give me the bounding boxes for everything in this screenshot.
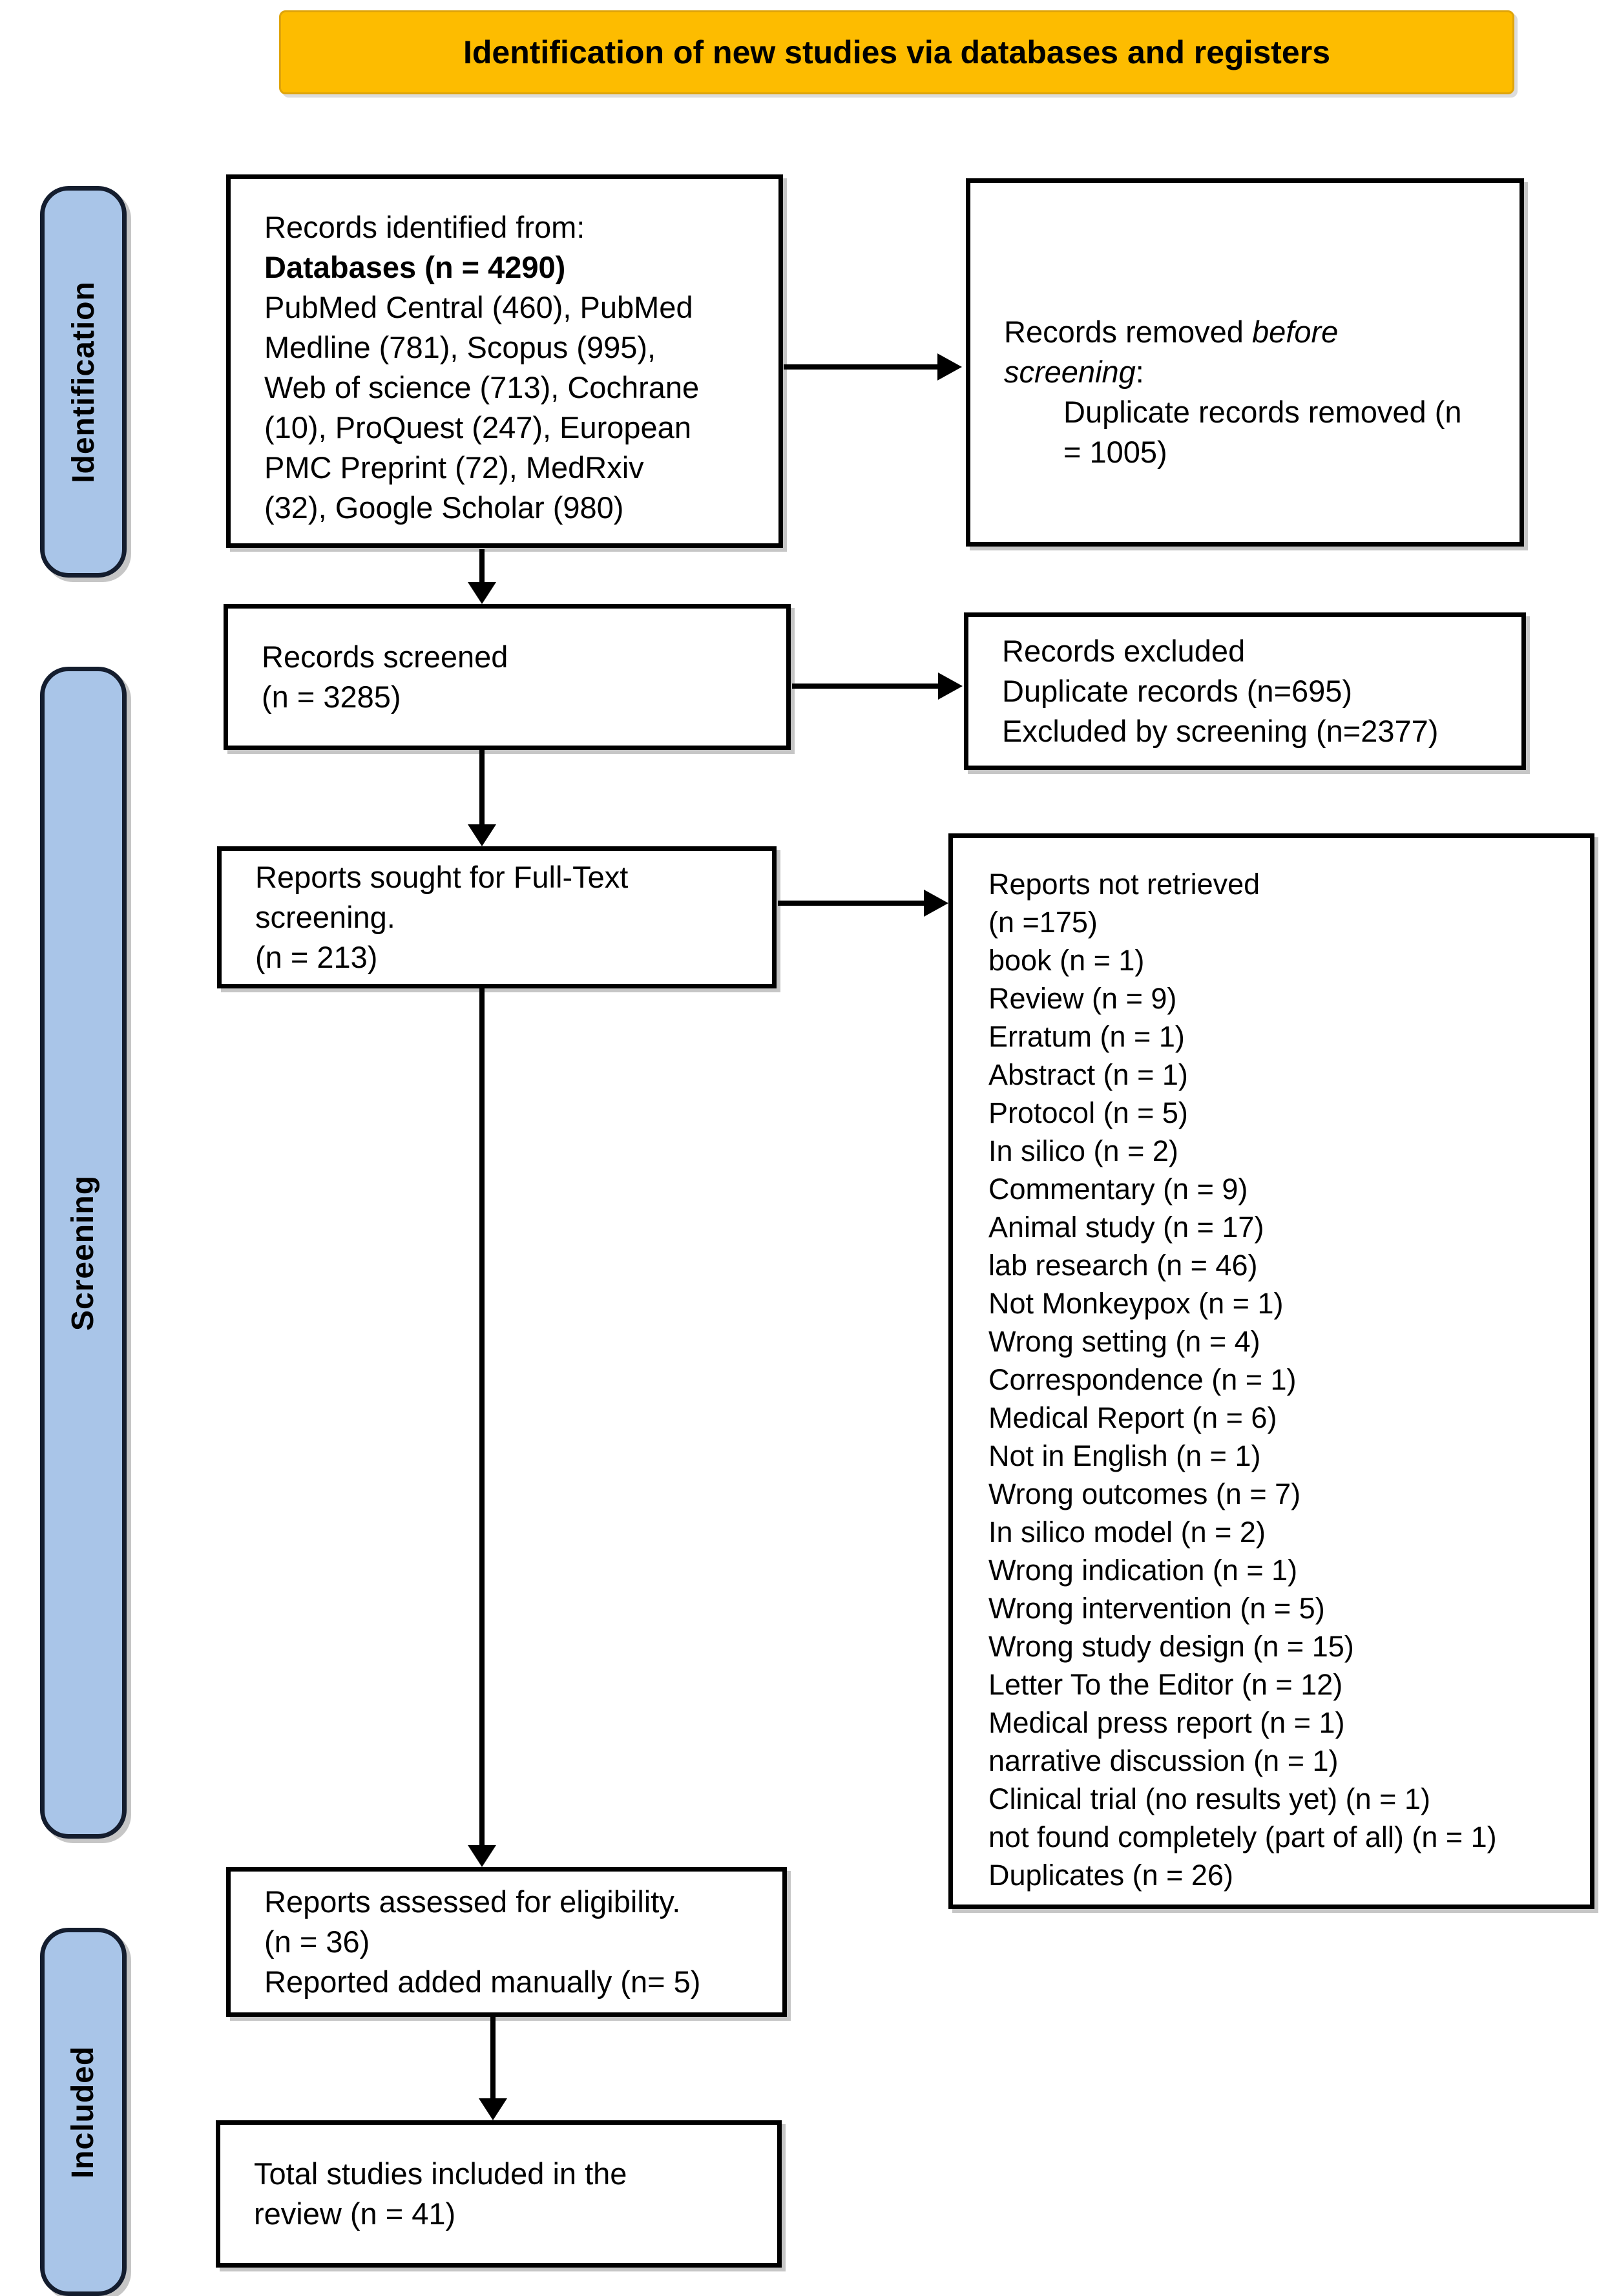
text-line: In silico model (n = 2) <box>988 1516 1266 1549</box>
text-line: Total studies included in the <box>254 2156 627 2191</box>
records-screened-text <box>262 637 786 717</box>
text-line: Protocol (n = 5) <box>988 1096 1188 1129</box>
box-reports-not-retrieved <box>948 833 1594 1909</box>
text-line: = 1005) <box>1063 435 1167 469</box>
records-removed-heading-line1: Records removed before <box>1004 315 1339 349</box>
text-line: Wrong study design (n = 15) <box>988 1630 1354 1663</box>
text-line: Reports sought for Full-Text <box>255 860 629 894</box>
text-line: review (n = 41) <box>254 2197 456 2231</box>
text-line: (10), ProQuest (247), European <box>264 410 691 444</box>
text-line: Medical Report (n = 6) <box>988 1401 1277 1434</box>
arrow-line <box>778 901 926 906</box>
text-line: In silico (n = 2) <box>988 1134 1178 1167</box>
records-identified-databases-count: Databases (n = 4290) <box>264 250 566 284</box>
arrow-head-right-icon <box>938 673 963 700</box>
arrow-line <box>479 988 485 1846</box>
text-line: Excluded by screening (n=2377) <box>1002 714 1439 748</box>
text-line: Not in English (n = 1) <box>988 1439 1261 1472</box>
arrow-line <box>479 750 485 826</box>
box-reports-sought <box>217 846 777 988</box>
text-line: Reported added manually (n= 5) <box>264 1965 701 1999</box>
arrow-head-down-icon <box>468 582 496 604</box>
diagram-title: Identification of new studies via databases and registers <box>463 34 1331 70</box>
text-line: Erratum (n = 1) <box>988 1020 1185 1053</box>
text-line: Medline (781), Scopus (995), <box>264 330 656 364</box>
box-records-screened <box>224 604 791 750</box>
text-line: Wrong intervention (n = 5) <box>988 1592 1325 1625</box>
stage-label-included: Included <box>66 2045 101 2178</box>
text-line: Clinical trial (no results yet) (n = 1) <box>988 1782 1430 1815</box>
text-line: (n =175) <box>988 906 1098 939</box>
text-line: book (n = 1) <box>988 944 1145 977</box>
records-removed-details <box>1004 392 1507 472</box>
text-line: Abstract (n = 1) <box>988 1058 1188 1091</box>
box-records-excluded <box>964 612 1526 770</box>
records-excluded-text <box>1002 631 1521 751</box>
text-line: Letter To the Editor (n = 12) <box>988 1668 1343 1701</box>
diagram-title-banner <box>279 10 1514 94</box>
text-line: Medical press report (n = 1) <box>988 1706 1345 1739</box>
text-line: Wrong indication (n = 1) <box>988 1554 1298 1587</box>
stage-bar-screening <box>40 667 127 1839</box>
text-line: Wrong outcomes (n = 7) <box>988 1477 1301 1510</box>
reports-assessed-text <box>264 1882 782 2002</box>
records-removed-heading-line2: screening: <box>1004 355 1144 389</box>
stage-label-screening: Screening <box>66 1174 101 1331</box>
text-line: (n = 213) <box>255 940 378 974</box>
records-identified-sources <box>264 287 766 528</box>
arrow-line <box>784 364 939 370</box>
arrow-line <box>792 684 939 689</box>
text-line: Records excluded <box>1002 634 1246 668</box>
text-line: PubMed Central (460), PubMed <box>264 290 693 324</box>
arrow-head-down-icon <box>479 2098 507 2120</box>
text-line: narrative discussion (n = 1) <box>988 1744 1339 1777</box>
box-total-included <box>216 2120 782 2268</box>
text-line: Animal study (n = 17) <box>988 1211 1264 1244</box>
text-line: lab research (n = 46) <box>988 1249 1258 1282</box>
text-line: Duplicates (n = 26) <box>988 1859 1233 1892</box>
box-reports-assessed <box>226 1867 787 2017</box>
stage-bar-identification <box>40 186 127 578</box>
text-line: (n = 36) <box>264 1925 370 1959</box>
text-line: Review (n = 9) <box>988 982 1177 1015</box>
text-line: PMC Preprint (72), MedRxiv <box>264 450 644 485</box>
text-line: Duplicate records (n=695) <box>1002 674 1353 708</box>
arrow-line <box>490 2017 496 2100</box>
total-included-text <box>254 2154 777 2234</box>
text-line: not found completely (part of all) (n = 1) <box>988 1821 1497 1853</box>
text-line: Records screened <box>262 640 508 674</box>
records-identified-heading: Records identified from: <box>264 210 585 244</box>
reports-sought-text <box>255 857 772 977</box>
arrow-head-right-icon <box>924 890 948 917</box>
text-line: Wrong setting (n = 4) <box>988 1325 1260 1358</box>
arrow-line <box>479 549 485 585</box>
box-records-identified <box>226 174 783 548</box>
stage-bar-included <box>40 1928 127 2296</box>
text-line: Duplicate records removed (n <box>1063 395 1462 429</box>
text-line: (32), Google Scholar (980) <box>264 490 624 525</box>
text-line: Reports not retrieved <box>988 868 1260 901</box>
arrow-head-down-icon <box>468 1845 496 1867</box>
text-line: Web of science (713), Cochrane <box>264 370 700 404</box>
text-line: Commentary (n = 9) <box>988 1173 1248 1205</box>
text-line: Correspondence (n = 1) <box>988 1363 1297 1396</box>
arrow-head-down-icon <box>468 824 496 846</box>
reports-not-retrieved-heading <box>988 865 1583 941</box>
text-line: (n = 3285) <box>262 680 401 714</box>
reports-not-retrieved-items <box>988 941 1583 1894</box>
text-line: Not Monkeypox (n = 1) <box>988 1287 1284 1320</box>
arrow-head-right-icon <box>937 353 962 381</box>
box-records-removed-before-screening <box>966 178 1524 547</box>
text-line: Reports assessed for eligibility. <box>264 1884 681 1919</box>
stage-label-identification: Identification <box>66 280 101 483</box>
text-line: screening. <box>255 900 395 934</box>
